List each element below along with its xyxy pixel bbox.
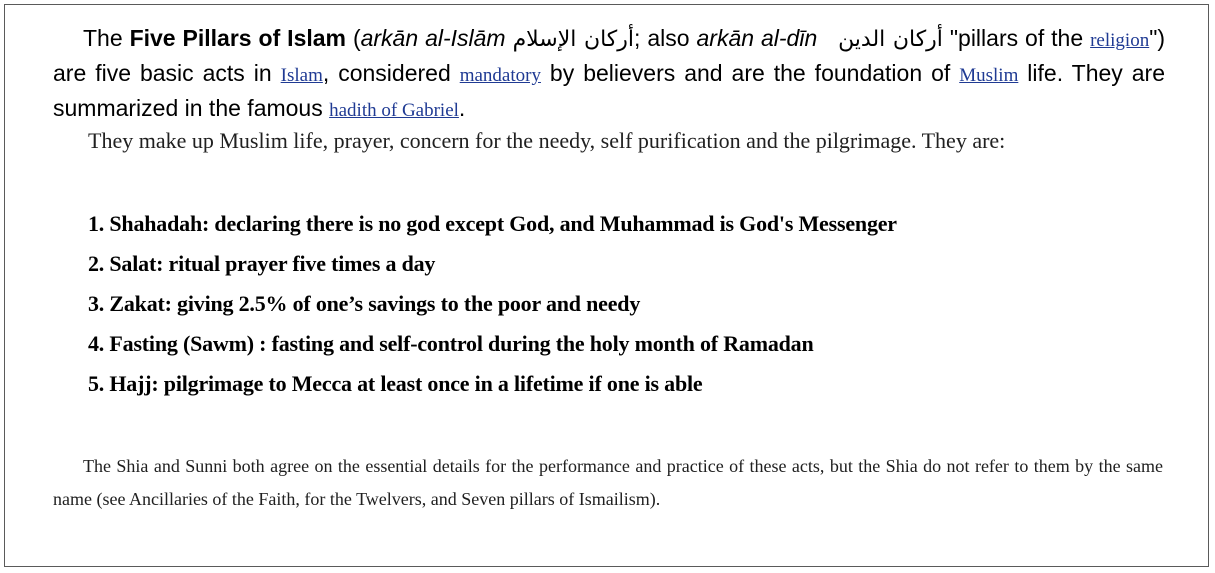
intro-text: "pillars of the [942, 25, 1091, 51]
arabic-text: أركان الدين [838, 27, 943, 52]
intro-text: ") are five basic acts in [53, 25, 1166, 86]
link-mandatory[interactable]: mandatory [459, 65, 541, 86]
intro-paragraph [53, 22, 1165, 127]
pillar-item: 1. Shahadah: declaring there is no god except God, and Muhammad is God's Messenger [88, 211, 897, 236]
link-muslim[interactable]: Muslim [959, 65, 1019, 86]
intro-text: ( [346, 25, 361, 51]
intro-text: by believers and are the foundation of [540, 60, 960, 86]
transliteration: arkān al-dīn [696, 25, 818, 51]
intro-text: The [83, 25, 130, 51]
link-religion[interactable]: religion [1090, 30, 1150, 51]
intro-term: Five Pillars of Islam [129, 25, 346, 51]
transliteration: arkān al-Islām [360, 25, 506, 51]
pillar-item: 5. Hajj: pilgrimage to Mecca at least once in a lifetime if one is able [88, 371, 703, 396]
pillar-item: 2. Salat: ritual prayer five times a day [88, 251, 436, 276]
intro-text: ; also [634, 25, 697, 51]
arabic-text: أركان الإسلام [512, 27, 635, 52]
closing-text: The Shia and Sunni both agree on the essential details for the performance and practice of these acts, but the Shia do not refer to them by the same name (see Ancillaries of the Faith, for the Twelvers, and Seven pillars of Ismailism). [53, 456, 1163, 509]
intro-text: life. They are summarized in the famous [53, 60, 1165, 121]
intro-text: . [458, 95, 466, 121]
pillar-item: 4. Fasting (Sawm) : fasting and self-control during the holy month of Ramadan [88, 331, 814, 356]
pillars-list [88, 206, 897, 406]
closing-paragraph [53, 450, 1163, 516]
pillar-item: 3. Zakat: giving 2.5% of one’s savings to the poor and needy [88, 291, 641, 316]
subtitle-sentence: They make up Muslim life, prayer, concern for the needy, self purification and the pilgrimage. They are: [88, 128, 1006, 153]
link-hadith-of-gabriel[interactable]: hadith of Gabriel [329, 100, 459, 121]
intro-text: , considered [322, 60, 460, 86]
link-islam[interactable]: Islam [280, 65, 323, 86]
